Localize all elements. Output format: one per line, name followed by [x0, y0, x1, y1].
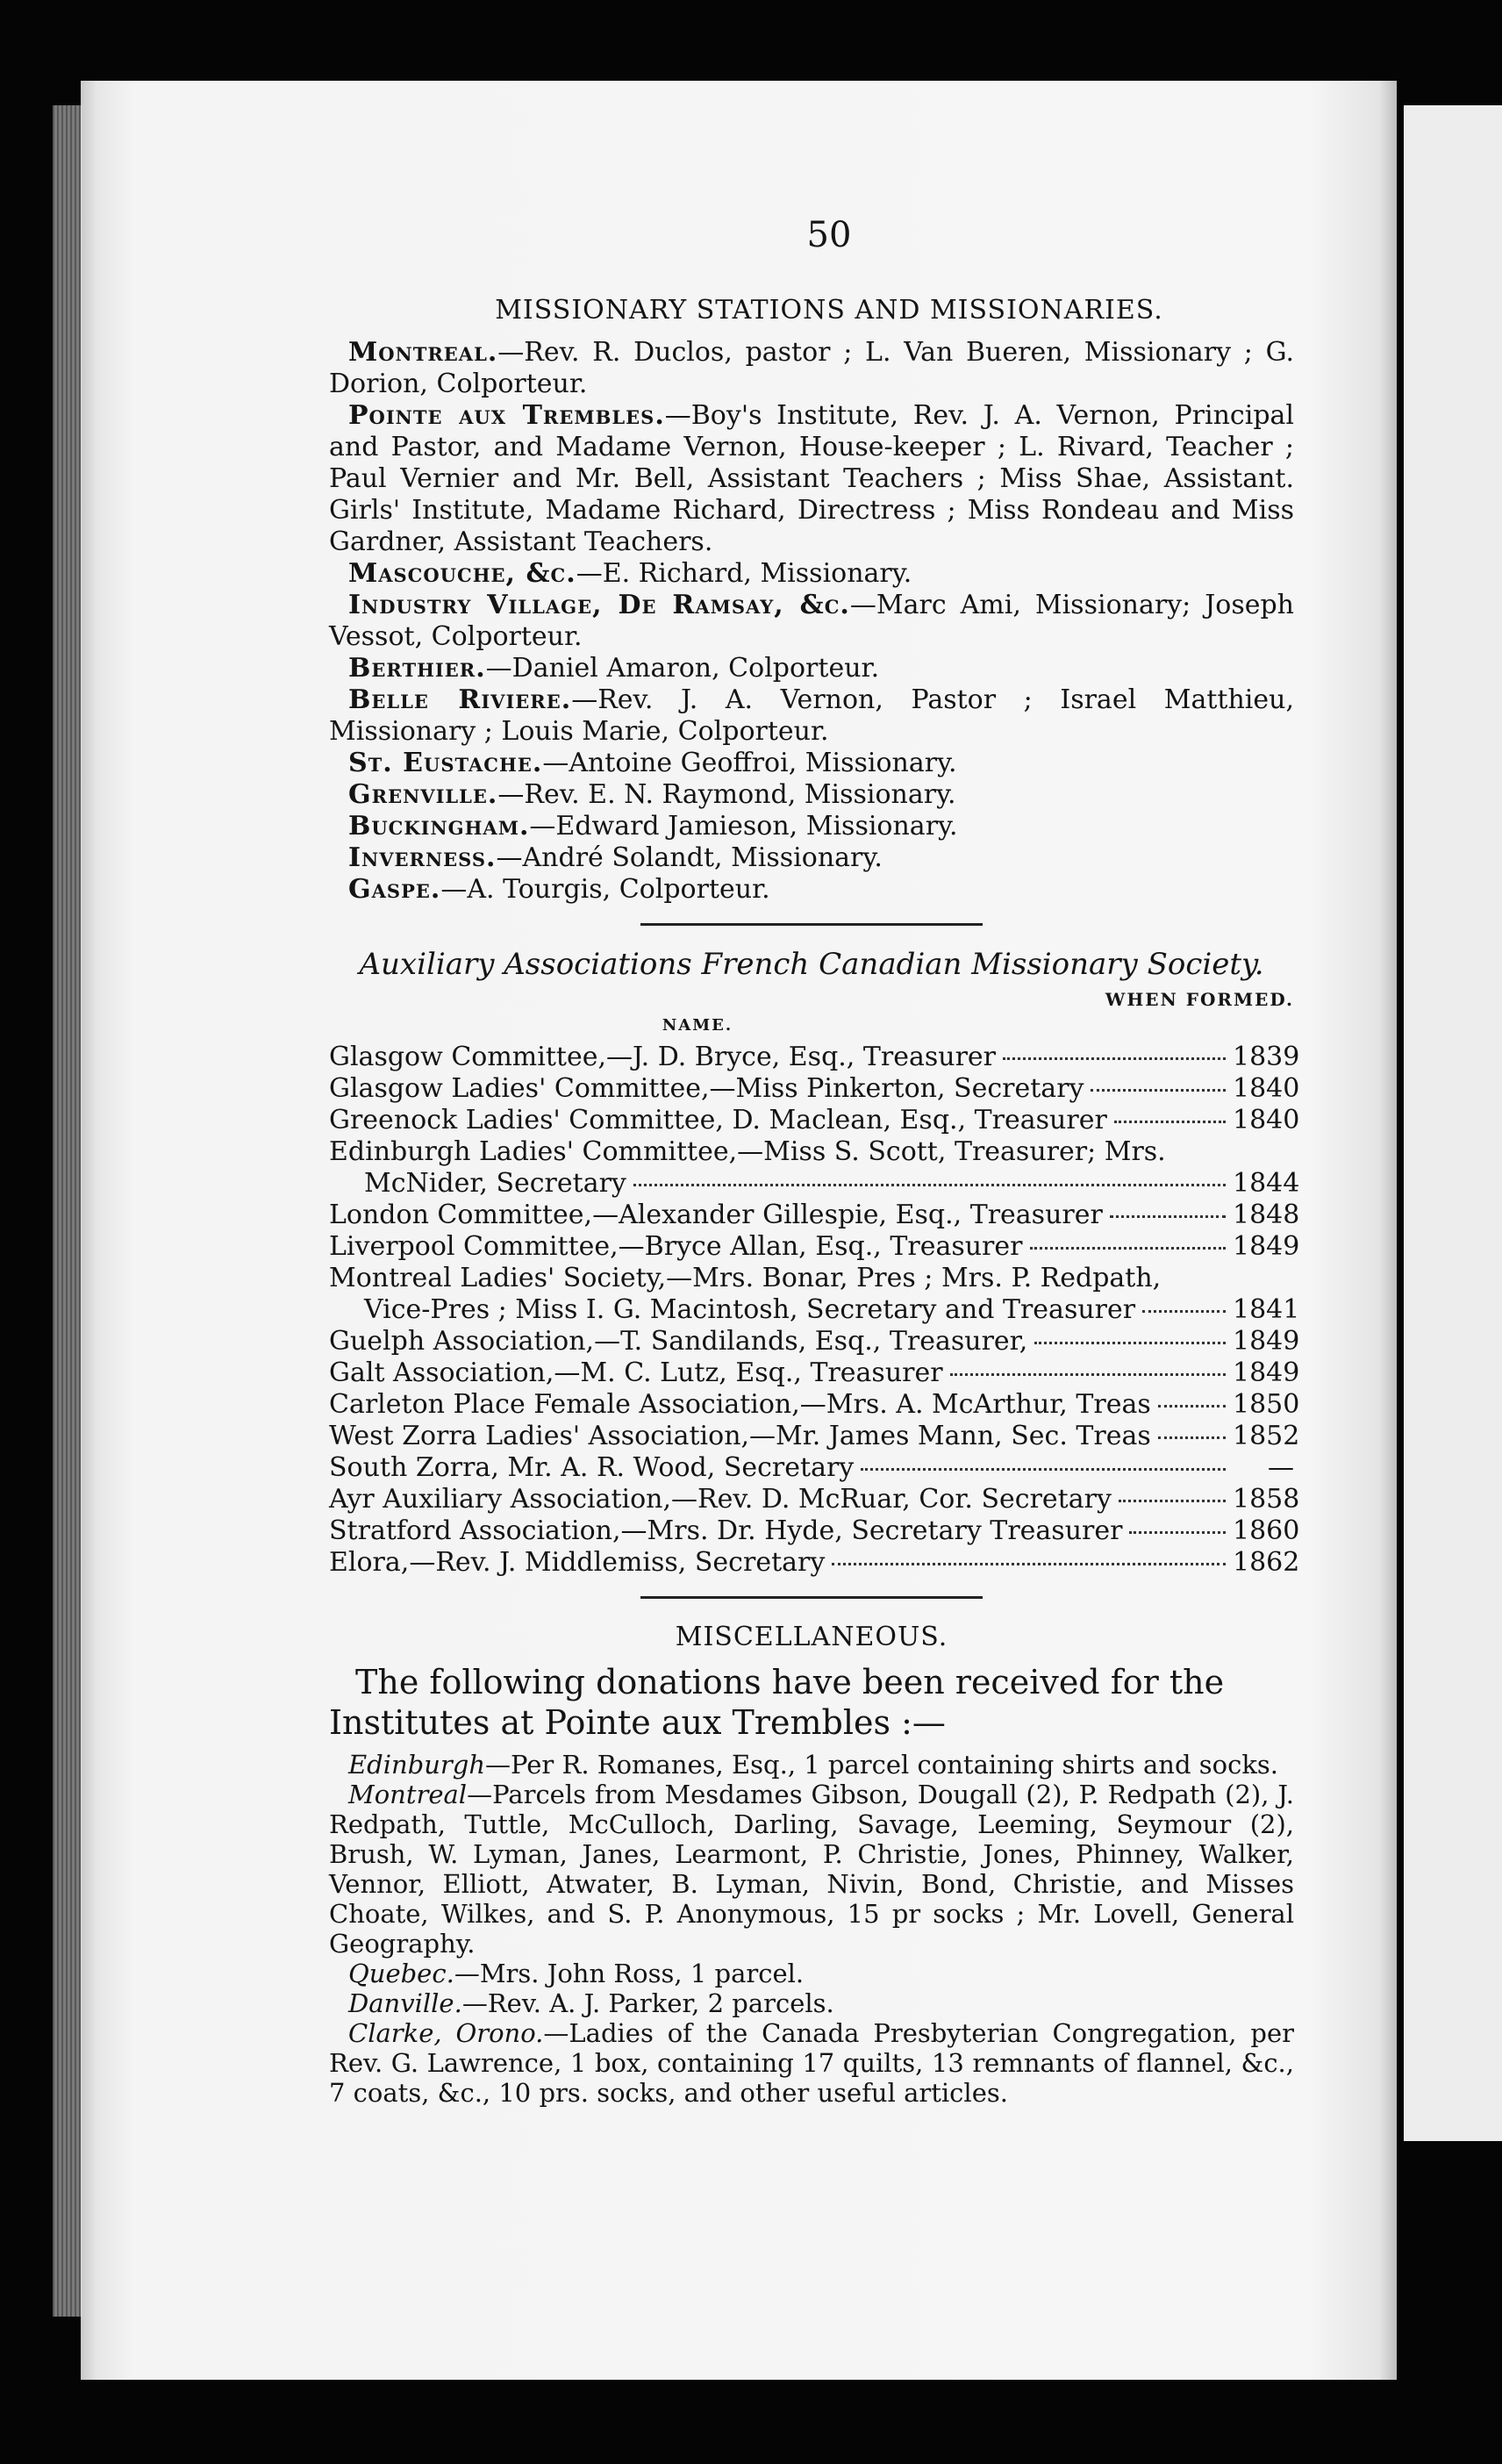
- miscellaneous-title: MISCELLANEOUS.: [675, 1622, 948, 1652]
- association-year: 1849: [1233, 1326, 1300, 1357]
- leader-dots: [1158, 1436, 1226, 1439]
- station-entry: [329, 779, 1294, 811]
- association-name-continued: McNider, Secretary: [364, 1168, 626, 1199]
- association-row-continued: [329, 1168, 1300, 1200]
- station-place: Berthier.: [348, 653, 486, 684]
- leader-dots: [1129, 1530, 1226, 1534]
- association-name: Edinburgh Ladies' Committee,—Miss S. Scott, Treasurer; Mrs.: [329, 1136, 1166, 1167]
- association-name: Guelph Association,—T. Sandilands, Esq., Treasurer,: [329, 1326, 1028, 1357]
- association-year: 1860: [1233, 1515, 1300, 1546]
- leader-dots: [1034, 1341, 1226, 1344]
- association-name: South Zorra, Mr. A. R. Wood, Secretary: [329, 1452, 855, 1483]
- donation-entry: [329, 1959, 1294, 1988]
- column-when-formed: WHEN FORMED.: [1105, 989, 1294, 1010]
- adjacent-page-edge: [1404, 105, 1502, 2141]
- association-year: 1849: [1233, 1231, 1300, 1262]
- leader-dots: [861, 1467, 1226, 1471]
- section-title: MISSIONARY STATIONS AND MISSIONARIES.: [495, 295, 1163, 326]
- donation-details: —Mrs. John Ross, 1 parcel.: [454, 1959, 805, 1988]
- association-name-continued: Vice-Pres ; Miss I. G. Macintosh, Secretary and Treasurer: [364, 1294, 1136, 1325]
- association-name: Galt Association,—M. C. Lutz, Esq., Treasurer: [329, 1357, 943, 1388]
- station-entry: [329, 811, 1294, 842]
- association-year: 1862: [1233, 1547, 1300, 1578]
- association-row: [329, 1484, 1300, 1515]
- station-details: —A. Tourgis, Colporteur.: [440, 874, 770, 905]
- station-details: —André Solandt, Missionary.: [496, 842, 883, 873]
- association-row: [329, 1105, 1300, 1136]
- association-row: [329, 1042, 1300, 1073]
- leader-dots: [1158, 1404, 1226, 1407]
- association-name: Elora,—Rev. J. Middlemiss, Secretary: [329, 1547, 826, 1578]
- stations-list: [329, 337, 1294, 906]
- association-year: 1848: [1233, 1200, 1300, 1230]
- association-year: 1852: [1233, 1421, 1300, 1451]
- page-content: [329, 202, 1300, 2108]
- association-year: 1840: [1233, 1105, 1300, 1135]
- station-entry: [329, 653, 1294, 684]
- donations-list: [329, 1750, 1294, 2108]
- association-year: 1849: [1233, 1357, 1300, 1388]
- station-details: —Edward Jamieson, Missionary.: [529, 811, 958, 842]
- divider-rule: [640, 923, 983, 926]
- leader-dots: [1110, 1214, 1226, 1218]
- association-name: Carleton Place Female Association,—Mrs. A. McArthur, Treas: [329, 1389, 1151, 1420]
- station-entry: [329, 748, 1294, 779]
- donation-place: Edinburgh: [348, 1750, 486, 1780]
- association-year: 1844: [1233, 1168, 1300, 1199]
- association-row: [329, 1073, 1300, 1105]
- station-details: —Rev. J. A. Vernon, Pastor ; Israel Matthieu, Missionary ; Louis Marie, Colporteur.: [329, 684, 1294, 747]
- association-name: London Committee,—Alexander Gillespie, Esq., Treasurer: [329, 1200, 1103, 1230]
- donation-place: Quebec.: [348, 1959, 454, 1988]
- leader-dots: [1142, 1309, 1226, 1313]
- associations-list: [329, 1042, 1300, 1579]
- station-place: St. Eustache.: [348, 748, 543, 778]
- station-details: —Daniel Amaron, Colporteur.: [485, 653, 880, 684]
- association-year: 1858: [1233, 1484, 1300, 1515]
- association-year: 1841: [1233, 1294, 1300, 1325]
- leader-dots: [1003, 1057, 1226, 1060]
- association-row: [329, 1357, 1300, 1389]
- association-name: Stratford Association,—Mrs. Dr. Hyde, Secretary Treasurer: [329, 1515, 1123, 1546]
- donation-place: Montreal: [348, 1780, 468, 1809]
- page-edge-stack: [53, 105, 82, 2317]
- association-year: —: [1268, 1452, 1294, 1483]
- station-details: —Rev. E. N. Raymond, Missionary.: [497, 779, 956, 810]
- station-details: —Marc Ami, Missionary; Joseph Vessot, Colporteur.: [329, 590, 1294, 652]
- miscellaneous-intro: The following donations have been received for the Institutes at Pointe aux Trembles :—: [329, 1663, 1225, 1742]
- donation-entry: [329, 1780, 1294, 1959]
- station-place: Mascouche, &c.: [348, 558, 576, 589]
- station-details: —Rev. R. Duclos, pastor ; L. Van Bueren, Missionary ; G. Dorion, Colporteur.: [329, 337, 1294, 399]
- donation-details: —Per R. Romanes, Esq., 1 parcel containing shirts and socks.: [485, 1750, 1279, 1780]
- association-row: [329, 1547, 1300, 1579]
- association-name: Greenock Ladies' Committee, D. Maclean, Esq., Treasurer: [329, 1105, 1107, 1135]
- station-place: Grenville.: [348, 779, 498, 810]
- association-row: [329, 1452, 1294, 1484]
- association-year: 1839: [1233, 1042, 1300, 1072]
- station-entry: [329, 874, 1294, 906]
- station-place: Belle Riviere.: [348, 684, 572, 715]
- auxiliary-title: Auxiliary Associations French Canadian Missionary Society.: [359, 947, 1264, 982]
- donation-details: —Rev. A. J. Parker, 2 parcels.: [461, 1988, 834, 2018]
- donation-entry: [329, 2018, 1294, 2108]
- leader-dots: [1114, 1120, 1226, 1123]
- donation-place: Clarke, Orono.: [348, 2018, 544, 2048]
- station-place: Montreal.: [348, 337, 498, 368]
- association-name: Ayr Auxiliary Association,—Rev. D. McRuar, Cor. Secretary: [329, 1484, 1112, 1515]
- association-year: 1850: [1233, 1389, 1300, 1420]
- association-row: [329, 1389, 1300, 1421]
- association-name: Liverpool Committee,—Bryce Allan, Esq., Treasurer: [329, 1231, 1023, 1262]
- association-name: Glasgow Ladies' Committee,—Miss Pinkerton, Secretary: [329, 1073, 1084, 1104]
- association-name: Montreal Ladies' Society,—Mrs. Bonar, Pres ; Mrs. P. Redpath,: [329, 1263, 1162, 1293]
- association-row: [329, 1136, 1294, 1168]
- divider-rule: [640, 1596, 983, 1599]
- donation-details: —Parcels from Mesdames Gibson, Dougall (2), P. Redpath (2), J. Redpath, Tuttle, McCulloch, Darling, Savage, Leeming, Seymour (2), Brush, W. Lyman, Janes, Learmont, P. Christie, Jones, Phinney, Walker, Vennor, Elliott, Atwater, B. Lyman, Nivin, Bond, Christie, and Misses Choate, Wilkes, and S. P. Anonymous, 15 pr socks ; Mr. Lovell, General Geography.: [329, 1780, 1294, 1959]
- leader-dots: [1119, 1499, 1226, 1502]
- station-place: Industry Village, De Ramsay, &c.: [348, 590, 850, 620]
- station-details: —Boy's Institute, Rev. J. A. Vernon, Principal and Pastor, and Madame Vernon, House-keeper ; L. Rivard, Teacher ; Paul Vernier and Mr. Bell, Assistant Teachers ; Miss Shae, Assistant. Girls' Institute, Madame Richard, Directress ; Miss Rondeau and Miss Gardner, Assistant Teachers.: [329, 400, 1295, 557]
- donation-place: Danville.: [348, 1988, 462, 2018]
- donation-entry: [329, 1750, 1294, 1780]
- station-entry: [329, 400, 1294, 558]
- leader-dots: [832, 1562, 1226, 1565]
- station-entry: [329, 337, 1294, 400]
- station-place: Pointe aux Trembles.: [348, 400, 665, 431]
- association-row: [329, 1263, 1294, 1294]
- association-row: [329, 1200, 1300, 1231]
- leader-dots: [633, 1183, 1226, 1186]
- association-name: Glasgow Committee,—J. D. Bryce, Esq., Treasurer: [329, 1042, 997, 1072]
- association-name: West Zorra Ladies' Association,—Mr. James Mann, Sec. Treas: [329, 1421, 1151, 1451]
- station-place: Inverness.: [348, 842, 497, 873]
- station-details: —E. Richard, Missionary.: [576, 558, 912, 589]
- station-place: Buckingham.: [348, 811, 530, 842]
- station-place: Gaspe.: [348, 874, 441, 905]
- leader-dots: [1091, 1088, 1226, 1092]
- association-row: [329, 1231, 1300, 1263]
- donation-details: —Ladies of the Canada Presbyterian Congregation, per Rev. G. Lawrence, 1 box, containing 17 quilts, 13 remnants of flannel, &c., 7 coats, &c., 10 prs. socks, and other useful articles.: [329, 2018, 1294, 2108]
- station-details: —Antoine Geoffroi, Missionary.: [542, 748, 957, 778]
- station-entry: [329, 558, 1294, 590]
- column-name: NAME.: [662, 1016, 733, 1035]
- station-entry: [329, 684, 1294, 748]
- leader-dots: [1030, 1246, 1227, 1250]
- association-row: [329, 1326, 1300, 1357]
- association-row-continued: [329, 1294, 1300, 1326]
- association-row: [329, 1421, 1300, 1452]
- donation-entry: [329, 1988, 1294, 2018]
- association-row: [329, 1515, 1300, 1547]
- leader-dots: [950, 1372, 1226, 1376]
- page-number: 50: [806, 215, 852, 255]
- station-entry: [329, 590, 1294, 653]
- station-entry: [329, 842, 1294, 874]
- association-year: 1840: [1233, 1073, 1300, 1104]
